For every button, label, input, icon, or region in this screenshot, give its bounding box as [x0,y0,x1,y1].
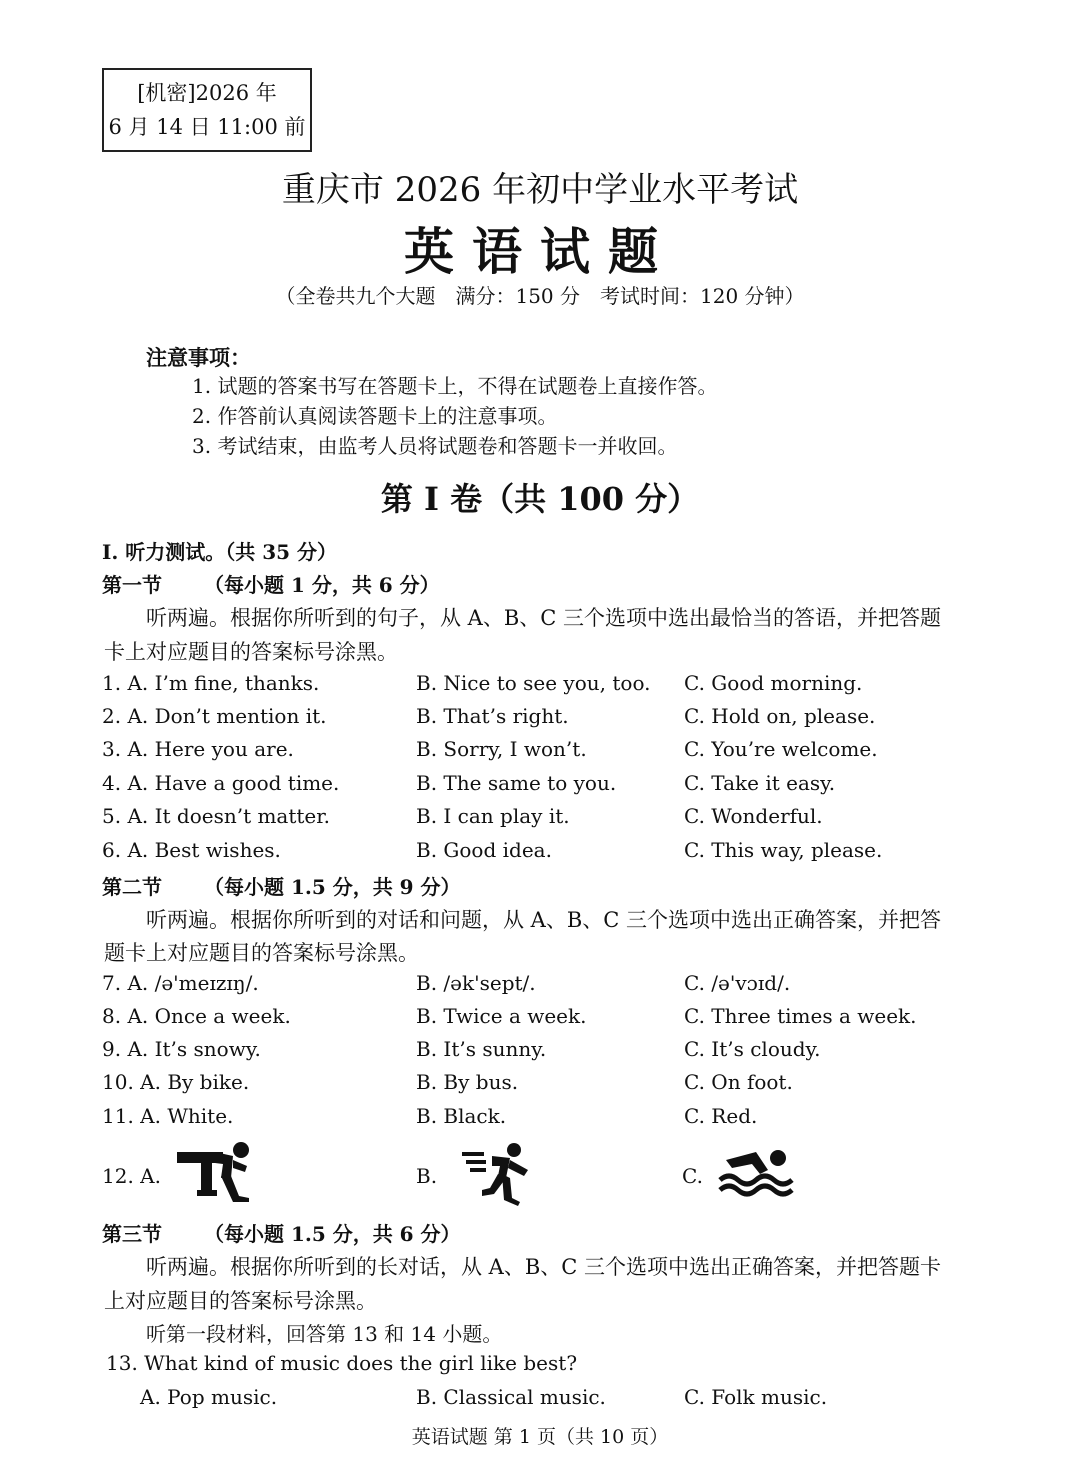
sec3-label: 第三节 [102,1222,162,1246]
sec1-score: （每小题 1 分，共 6 分） [204,573,440,597]
question-option-c: C. Take it easy. [684,771,836,795]
question-option-a: 1. A. I’m fine, thanks. [102,671,320,695]
question-option-c: C. Three times a week. [684,1004,917,1028]
sec3-instruction: 上对应题目的答案标号涂黑。 [104,1289,377,1313]
question-option-c: C. On foot. [684,1070,793,1094]
question-option-b: B. Twice a week. [416,1004,587,1028]
question-option-a: 10. A. By bike. [102,1070,250,1094]
question-option-c: C. Hold on, please. [684,704,876,728]
page-footer: 英语试题 第 1 页（共 10 页） [411,1426,669,1448]
question-option-a: 7. A. /ə'meɪzɪŋ/. [102,971,259,995]
question-option-b: B. Black. [416,1104,507,1128]
question-option-a: 4. A. Have a good time. [102,771,340,795]
part1-title: I. 听力测试。（共 35 分） [102,540,338,564]
question-option-c: C. Folk music. [684,1385,828,1409]
question-option-a: 11. A. White. [102,1104,234,1128]
question-option-c: C. Wonderful. [684,804,823,828]
question-option-a: 3. A. Here you are. [102,737,294,761]
question-option-a: A. Pop music. [140,1385,278,1409]
question-option-c: C. You’re welcome. [684,737,878,761]
question-option-a: 5. A. It doesn’t matter. [102,804,330,828]
question-option-c: C. [682,1164,703,1188]
sec2-score: （每小题 1.5 分，共 9 分） [204,875,461,899]
question-option-b: B. The same to you. [416,771,617,795]
sec3-score: （每小题 1.5 分，共 6 分） [204,1222,461,1246]
question-option-b: B. I can play it. [416,804,570,828]
notice-item: 2. 作答前认真阅读答题卡上的注意事项。 [192,404,558,428]
confidential-line2: 6 月 14 日 11:00 前 [108,115,306,139]
exam-title: 重庆市 2026 年初中学业水平考试 [281,170,799,210]
question-13: 13. What kind of music does the girl like best? [106,1351,578,1375]
question-option-c: C. It’s cloudy. [684,1037,821,1061]
question-option-b: B. [416,1164,438,1188]
question-option-b: B. By bus. [416,1070,519,1094]
question-option-b: B. Good idea. [416,838,552,862]
confidential-line1: [机密]2026 年 [137,81,277,105]
subject-title: 英语试题 [404,222,676,281]
question-option-a: 12. A. [102,1164,161,1188]
question-option-c: C. This way, please. [684,838,883,862]
sec2-instruction: 题卡上对应题目的答案标号涂黑。 [104,941,419,965]
running-icon [458,1140,538,1206]
material-instruction: 听第一段材料，回答第 13 和 14 小题。 [146,1322,503,1346]
sec2-instruction: 听两遍。根据你所听到的对话和问题，从 A、B、C 三个选项中选出正确答案，并把答 [146,908,942,932]
notice-heading: 注意事项： [146,345,251,370]
sec1-instruction: 卡上对应题目的答案标号涂黑。 [104,640,398,664]
question-option-a: 2. A. Don’t mention it. [102,704,327,728]
question-option-b: B. Nice to see you, too. [416,671,651,695]
question-option-b: B. /ək'sept/. [416,971,536,995]
question-option-c: C. Red. [684,1104,758,1128]
sec3-instruction: 听两遍。根据你所听到的长对话，从 A、B、C 三个选项中选出正确答案，并把答题卡 [146,1255,942,1279]
question-option-b: B. Classical music. [416,1385,606,1409]
notice-item: 3. 考试结束，由监考人员将试题卷和答题卡一并收回。 [192,434,678,458]
swimming-icon [716,1148,796,1198]
exam-info: （全卷共九个大题 满分：150 分 考试时间：120 分钟） [275,284,805,308]
question-option-a: 6. A. Best wishes. [102,838,281,862]
question-option-a: 8. A. Once a week. [102,1004,291,1028]
sec2-label: 第二节 [102,875,162,899]
notice-item: 1. 试题的答案书写在答题卡上，不得在试题卷上直接作答。 [192,374,718,398]
confidential-box [102,68,312,152]
question-option-b: B. That’s right. [416,704,569,728]
question-option-b: B. It’s sunny. [416,1037,547,1061]
skating-icon [175,1138,255,1204]
question-option-b: B. Sorry, I won’t. [416,737,587,761]
sec1-label: 第一节 [102,573,162,597]
volume-title: 第 I 卷（共 100 分） [380,480,700,518]
question-option-c: C. /ə'vɔɪd/. [684,971,791,995]
sec1-instruction: 听两遍。根据你所听到的句子，从 A、B、C 三个选项中选出最恰当的答语，并把答题 [146,606,942,630]
question-option-a: 9. A. It’s snowy. [102,1037,261,1061]
question-option-c: C. Good morning. [684,671,863,695]
